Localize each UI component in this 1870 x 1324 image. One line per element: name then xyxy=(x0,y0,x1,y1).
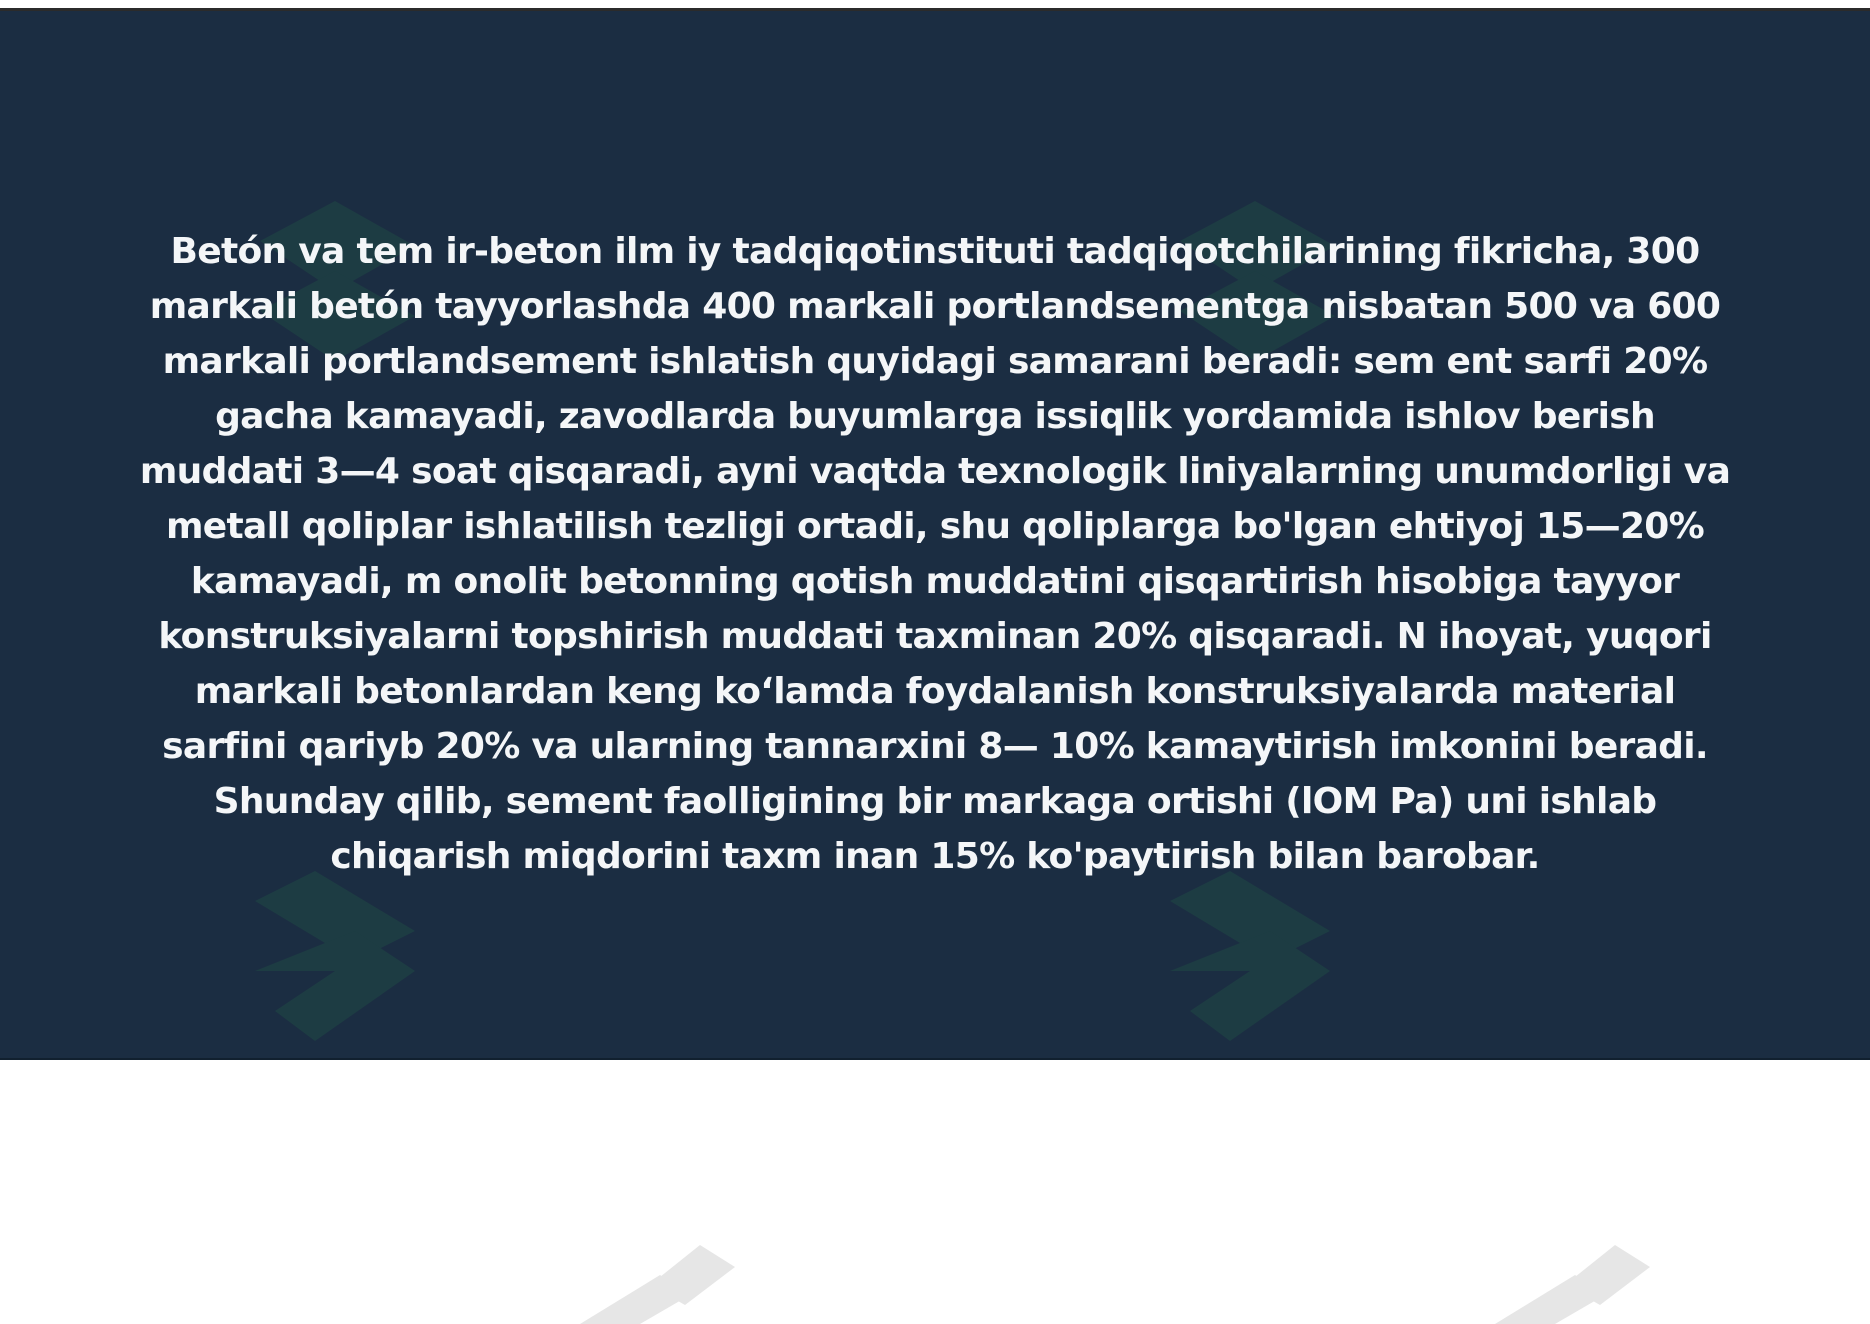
slide-bottom-edge xyxy=(0,1058,1870,1060)
chevron-watermark-icon xyxy=(1475,1245,1655,1324)
paragraph-line: sarfini qariyb 20% va ularning tannarxini 8— 10% kamaytirish imkonini beradi. xyxy=(162,726,1708,767)
paragraph-line: Shunday qilib, sement faolligining bir markaga ortishi (lOM Pa) uni ishlab xyxy=(213,781,1657,822)
slide-paragraph xyxy=(100,224,1770,884)
paragraph-line: kamayadi, m onolit betonning qotish muddatini qisqartirish hisobiga tayyor xyxy=(190,561,1680,602)
paragraph-line: markali betón tayyorlashda 400 markali portlandsementga nisbatan 500 va 600 xyxy=(149,286,1721,327)
paragraph-line: metall qoliplar ishlatilish tezligi ortadi, shu qoliplarga bo'lgan ehtiyoj 15—20% xyxy=(165,506,1705,547)
paragraph-line: chiqarish miqdorini taxm inan 15% ko'paytirish bilan barobar. xyxy=(330,836,1540,877)
paragraph-line: Betón va tem ir-beton ilm iy tadqiqotinstituti tadqiqotchilarining fikricha, 300 xyxy=(170,231,1700,272)
paragraph-line: markali betonlardan keng ko‘lamda foydalanish konstruksiyalarda material xyxy=(194,671,1676,712)
paragraph-line: konstruksiyalarni topshirish muddati taxminan 20% qisqaradi. N ihoyat, yuqori xyxy=(158,616,1712,657)
paragraph-line: muddati 3—4 soat qisqaradi, ayni vaqtda texnologik liniyalarning unumdorligi va xyxy=(139,451,1731,492)
paragraph-line: markali portlandsement ishlatish quyidagi samarani beradi: sem ent sarfi 20% xyxy=(162,341,1708,382)
chevron-watermark-icon xyxy=(1160,871,1340,1051)
presentation-slide xyxy=(0,11,1870,1059)
chevron-watermark-icon xyxy=(245,871,425,1051)
chevron-watermark-icon xyxy=(560,1245,740,1324)
paragraph-line: gacha kamayadi, zavodlarda buyumlarga issiqlik yordamida ishlov berish xyxy=(215,396,1655,437)
